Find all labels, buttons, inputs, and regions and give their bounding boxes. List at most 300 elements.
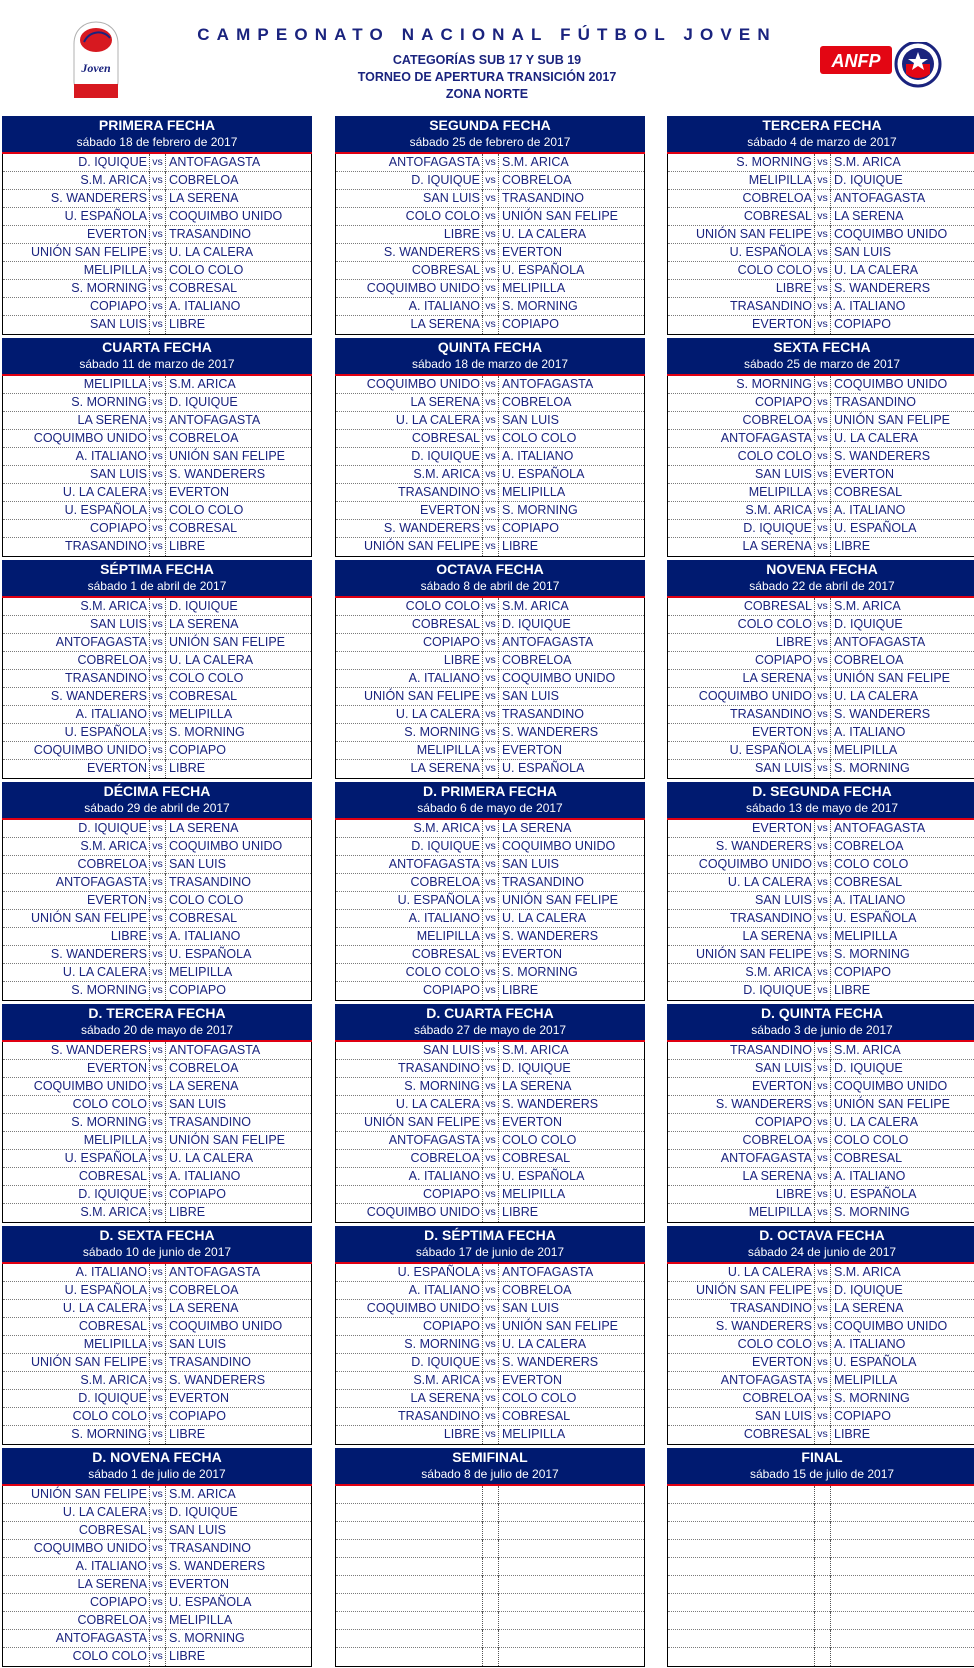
round-header xyxy=(2,560,312,596)
away-team: U. ESPAÑOLA xyxy=(834,1355,917,1369)
vs-separator: vs xyxy=(482,280,499,298)
home-team: UNIÓN SAN FELIPE xyxy=(364,1115,480,1129)
away-team: COLO COLO xyxy=(169,503,244,517)
away-team: LA SERENA xyxy=(169,821,239,835)
away-team: S. WANDERERS xyxy=(169,1373,266,1387)
away-team: U. ESPAÑOLA xyxy=(502,467,585,481)
round-header xyxy=(667,116,974,152)
vs-separator: vs xyxy=(149,1648,166,1666)
vs-separator: vs xyxy=(482,982,499,1000)
match-table xyxy=(2,1486,312,1667)
away-team: LA SERENA xyxy=(169,617,239,631)
vs-separator: vs xyxy=(814,928,831,946)
vs-separator: vs xyxy=(149,1372,166,1390)
match-row xyxy=(668,1504,974,1522)
away-team: SAN LUIS xyxy=(502,689,559,703)
match-row xyxy=(3,502,311,520)
home-team: LA SERENA xyxy=(410,317,480,331)
vs-separator: vs xyxy=(482,760,499,778)
match-row xyxy=(3,838,311,856)
vs-separator: vs xyxy=(482,316,499,334)
round-date: sábado 8 de julio de 2017 xyxy=(421,1467,559,1481)
away-team: A. ITALIANO xyxy=(834,725,906,739)
home-team: SAN LUIS xyxy=(423,191,480,205)
away-team: UNIÓN SAN FELIPE xyxy=(502,893,618,907)
home-team: U. LA CALERA xyxy=(62,1505,147,1519)
match-row xyxy=(3,376,311,394)
home-team: SAN LUIS xyxy=(755,467,812,481)
round-title: D. SEXTA FECHA xyxy=(99,1227,215,1243)
vs-separator: vs xyxy=(149,502,166,520)
home-team: COQUIMBO UNIDO xyxy=(33,1541,147,1555)
home-team: TRASANDINO xyxy=(398,1061,480,1075)
match-row xyxy=(668,964,974,982)
away-team: COQUIMBO UNIDO xyxy=(169,209,283,223)
vs-separator: vs xyxy=(149,1318,166,1336)
away-team: S.M. ARICA xyxy=(834,1043,901,1057)
away-team: S. MORNING xyxy=(834,947,910,961)
round-date: sábado 18 de febrero de 2017 xyxy=(76,135,238,149)
vs-separator: vs xyxy=(814,1060,831,1078)
away-team: D. IQUIQUE xyxy=(169,599,238,613)
round-title: DÉCIMA FECHA xyxy=(103,783,211,799)
vs-separator: vs xyxy=(149,688,166,706)
vs-separator: vs xyxy=(482,1168,499,1186)
match-row xyxy=(336,412,644,430)
away-team: LA SERENA xyxy=(169,1079,239,1093)
home-team: D. IQUIQUE xyxy=(78,155,147,169)
away-team: COBRELOA xyxy=(834,653,904,667)
match-row xyxy=(336,1390,644,1408)
home-team: EVERTON xyxy=(87,1061,147,1075)
match-row xyxy=(668,376,974,394)
match-row xyxy=(3,1354,311,1372)
vs-separator xyxy=(814,1630,831,1648)
home-team: S. WANDERERS xyxy=(383,521,480,535)
away-team: UNIÓN SAN FELIPE xyxy=(169,449,285,463)
vs-separator: vs xyxy=(482,1204,499,1222)
match-row xyxy=(3,634,311,652)
match-row xyxy=(3,1204,311,1222)
away-team: S.M. ARICA xyxy=(169,377,236,391)
home-team: COPIAPO xyxy=(423,983,480,997)
match-row xyxy=(3,1558,311,1576)
vs-separator: vs xyxy=(482,538,499,556)
vs-separator: vs xyxy=(482,946,499,964)
vs-separator: vs xyxy=(482,244,499,262)
away-team: U. LA CALERA xyxy=(502,1337,587,1351)
away-team: LIBRE xyxy=(169,317,206,331)
away-team: MELIPILLA xyxy=(834,1373,898,1387)
home-team: S. MORNING xyxy=(71,281,147,295)
vs-separator: vs xyxy=(814,298,831,316)
round-block xyxy=(2,1226,312,1446)
categories-subtitle: CATEGORÍAS SUB 17 Y SUB 19 xyxy=(392,53,582,67)
match-row xyxy=(3,1264,311,1282)
home-team: TRASANDINO xyxy=(730,911,812,925)
match-row xyxy=(668,856,974,874)
away-team: LIBRE xyxy=(169,1205,206,1219)
vs-separator: vs xyxy=(482,412,499,430)
home-team: COBRESAL xyxy=(411,431,480,445)
home-team: U. ESPAÑOLA xyxy=(64,503,147,517)
vs-separator xyxy=(814,1558,831,1576)
vs-separator: vs xyxy=(482,1354,499,1372)
vs-separator: vs xyxy=(482,742,499,760)
home-team: S. MORNING xyxy=(736,155,812,169)
vs-separator: vs xyxy=(814,706,831,724)
away-team: COBRELOA xyxy=(502,173,572,187)
match-row xyxy=(668,1282,974,1300)
vs-separator: vs xyxy=(482,1114,499,1132)
round-date: sábado 10 de junio de 2017 xyxy=(82,1245,232,1259)
match-row xyxy=(3,706,311,724)
away-team: S.M. ARICA xyxy=(834,599,901,613)
away-team: ANTOFAGASTA xyxy=(834,191,926,205)
match-row xyxy=(668,226,974,244)
match-row xyxy=(336,652,644,670)
match-row xyxy=(336,1558,644,1576)
home-team: SAN LUIS xyxy=(90,467,147,481)
away-team: U. ESPAÑOLA xyxy=(834,521,917,535)
match-row xyxy=(3,1168,311,1186)
away-team: MELIPILLA xyxy=(834,743,898,757)
vs-separator: vs xyxy=(482,466,499,484)
match-row xyxy=(3,598,311,616)
home-team: S.M. ARICA xyxy=(80,599,147,613)
away-team: ANTOFAGASTA xyxy=(169,1043,261,1057)
vs-separator: vs xyxy=(814,760,831,778)
home-team: S. MORNING xyxy=(736,377,812,391)
vs-separator: vs xyxy=(482,1186,499,1204)
match-table xyxy=(335,1486,645,1667)
match-row xyxy=(3,1042,311,1060)
match-row xyxy=(668,280,974,298)
vs-separator: vs xyxy=(149,1264,166,1282)
home-team: COPIAPO xyxy=(90,521,147,535)
away-team: COBRELOA xyxy=(169,431,239,445)
away-team: LA SERENA xyxy=(834,1301,904,1315)
match-row xyxy=(668,946,974,964)
away-team: U. ESPAÑOLA xyxy=(169,1595,252,1609)
away-team: S. WANDERERS xyxy=(502,725,599,739)
match-row xyxy=(336,760,644,778)
home-team: U. ESPAÑOLA xyxy=(397,1265,480,1279)
vs-separator: vs xyxy=(814,616,831,634)
round-title: OCTAVA FECHA xyxy=(436,561,544,577)
away-team: EVERTON xyxy=(502,1115,562,1129)
away-team: ANTOFAGASTA xyxy=(169,413,261,427)
vs-separator: vs xyxy=(482,190,499,208)
away-team: UNIÓN SAN FELIPE xyxy=(502,1319,618,1333)
vs-separator: vs xyxy=(814,1078,831,1096)
match-row xyxy=(336,1612,644,1630)
page-title: CAMPEONATO NACIONAL FÚTBOL JOVEN xyxy=(197,25,777,44)
vs-separator: vs xyxy=(814,1282,831,1300)
away-team: D. IQUIQUE xyxy=(502,617,571,631)
vs-separator: vs xyxy=(149,1204,166,1222)
round-title: NOVENA FECHA xyxy=(766,561,878,577)
home-team: ANTOFAGASTA xyxy=(55,635,147,649)
round-block xyxy=(335,1448,645,1668)
vs-separator xyxy=(814,1576,831,1594)
vs-separator: vs xyxy=(482,1336,499,1354)
home-team: LA SERENA xyxy=(77,1577,147,1591)
match-row xyxy=(668,1168,974,1186)
home-team: LIBRE xyxy=(775,1187,812,1201)
match-row xyxy=(3,1540,311,1558)
away-team: A. ITALIANO xyxy=(834,1169,906,1183)
match-row xyxy=(336,742,644,760)
away-team: COQUIMBO UNIDO xyxy=(834,227,948,241)
home-team: ANTOFAGASTA xyxy=(388,1133,480,1147)
vs-separator xyxy=(482,1504,499,1522)
match-row xyxy=(668,1558,974,1576)
vs-separator: vs xyxy=(149,982,166,1000)
away-team: LIBRE xyxy=(834,1427,871,1441)
match-row xyxy=(336,1408,644,1426)
match-row xyxy=(336,1150,644,1168)
home-team: LA SERENA xyxy=(410,761,480,775)
home-team: S. MORNING xyxy=(404,1079,480,1093)
away-team: S. WANDERERS xyxy=(834,449,931,463)
home-team: A. ITALIANO xyxy=(75,707,147,721)
match-table xyxy=(667,376,974,557)
match-row xyxy=(336,946,644,964)
away-team: COBRELOA xyxy=(169,173,239,187)
match-row xyxy=(668,262,974,280)
match-row xyxy=(668,520,974,538)
vs-separator xyxy=(482,1576,499,1594)
round-block xyxy=(2,560,312,780)
vs-separator: vs xyxy=(814,538,831,556)
vs-separator: vs xyxy=(482,154,499,172)
away-team: COBRESAL xyxy=(834,1151,903,1165)
vs-separator: vs xyxy=(814,484,831,502)
match-row xyxy=(3,262,311,280)
match-row xyxy=(336,316,644,334)
match-row xyxy=(336,1300,644,1318)
round-block xyxy=(667,1004,974,1224)
away-team: EVERTON xyxy=(169,1391,229,1405)
away-team: U. ESPAÑOLA xyxy=(502,263,585,277)
home-team: U. ESPAÑOLA xyxy=(397,893,480,907)
match-table xyxy=(2,598,312,779)
home-team: D. IQUIQUE xyxy=(411,1355,480,1369)
match-row xyxy=(3,1648,311,1666)
round-header xyxy=(667,338,974,374)
away-team: ANTOFAGASTA xyxy=(169,155,261,169)
home-team: COLO COLO xyxy=(737,617,812,631)
match-row xyxy=(3,412,311,430)
match-row xyxy=(3,724,311,742)
match-row xyxy=(336,928,644,946)
round-block xyxy=(667,1226,974,1446)
vs-separator: vs xyxy=(482,910,499,928)
away-team: D. IQUIQUE xyxy=(834,617,903,631)
vs-separator: vs xyxy=(149,760,166,778)
vs-separator: vs xyxy=(149,724,166,742)
match-row xyxy=(3,652,311,670)
match-row xyxy=(336,838,644,856)
away-team: SAN LUIS xyxy=(169,1097,226,1111)
match-row xyxy=(668,928,974,946)
home-team: U. LA CALERA xyxy=(62,485,147,499)
match-row xyxy=(668,1390,974,1408)
match-row xyxy=(668,430,974,448)
vs-separator: vs xyxy=(814,1096,831,1114)
vs-separator: vs xyxy=(149,1282,166,1300)
away-team: S. MORNING xyxy=(502,503,578,517)
away-team: EVERTON xyxy=(834,467,894,481)
away-team: TRASANDINO xyxy=(169,875,251,889)
home-team: S. WANDERERS xyxy=(50,191,147,205)
away-team: S. MORNING xyxy=(169,725,245,739)
round-date: sábado 17 de junio de 2017 xyxy=(415,1245,565,1259)
away-team: S.M. ARICA xyxy=(834,1265,901,1279)
vs-separator: vs xyxy=(482,262,499,280)
match-row xyxy=(668,1096,974,1114)
round-title: QUINTA FECHA xyxy=(437,339,543,355)
vs-separator: vs xyxy=(814,892,831,910)
match-row xyxy=(336,616,644,634)
match-row xyxy=(668,154,974,172)
vs-separator: vs xyxy=(814,946,831,964)
vs-separator: vs xyxy=(482,520,499,538)
away-team: S.M. ARICA xyxy=(169,1487,236,1501)
away-team: A. ITALIANO xyxy=(834,1337,906,1351)
home-team: U. ESPAÑOLA xyxy=(64,1283,147,1297)
home-team: SAN LUIS xyxy=(755,761,812,775)
vs-separator: vs xyxy=(482,724,499,742)
vs-separator: vs xyxy=(149,1486,166,1504)
home-team: ANTOFAGASTA xyxy=(55,1631,147,1645)
match-row xyxy=(3,1594,311,1612)
vs-separator: vs xyxy=(814,1300,831,1318)
match-row xyxy=(336,1354,644,1372)
vs-separator: vs xyxy=(814,520,831,538)
home-team: SAN LUIS xyxy=(755,1409,812,1423)
home-team: ANTOFAGASTA xyxy=(55,875,147,889)
away-team: COBRESAL xyxy=(169,521,238,535)
match-row xyxy=(668,1576,974,1594)
round-header xyxy=(667,782,974,818)
home-team: MELIPILLA xyxy=(83,1337,147,1351)
match-row xyxy=(3,226,311,244)
home-team: COBRELOA xyxy=(77,857,147,871)
match-row xyxy=(3,892,311,910)
vs-separator: vs xyxy=(482,298,499,316)
vs-separator: vs xyxy=(814,964,831,982)
home-team: S. WANDERERS xyxy=(715,1097,812,1111)
away-team: S. MORNING xyxy=(834,761,910,775)
match-row xyxy=(668,1648,974,1666)
away-team: D. IQUIQUE xyxy=(169,395,238,409)
vs-separator: vs xyxy=(149,208,166,226)
match-row xyxy=(3,760,311,778)
away-team: COQUIMBO UNIDO xyxy=(834,1319,948,1333)
away-team: UNIÓN SAN FELIPE xyxy=(834,671,950,685)
vs-separator: vs xyxy=(149,1114,166,1132)
match-row xyxy=(336,634,644,652)
away-team: ANTOFAGASTA xyxy=(502,1265,594,1279)
away-team: EVERTON xyxy=(502,947,562,961)
vs-separator: vs xyxy=(814,670,831,688)
home-team: S. WANDERERS xyxy=(715,839,812,853)
match-row xyxy=(336,1060,644,1078)
away-team: MELIPILLA xyxy=(169,1613,233,1627)
home-team: S.M. ARICA xyxy=(80,173,147,187)
vs-separator: vs xyxy=(149,430,166,448)
home-team: TRASANDINO xyxy=(398,1409,480,1423)
home-team: S.M. ARICA xyxy=(80,839,147,853)
home-team: U. ESPAÑOLA xyxy=(64,1151,147,1165)
home-team: LIBRE xyxy=(110,929,147,943)
round-date: sábado 3 de junio de 2017 xyxy=(751,1023,893,1037)
away-team: SAN LUIS xyxy=(834,245,891,259)
home-team: UNIÓN SAN FELIPE xyxy=(31,1355,147,1369)
round-date: sábado 8 de abril de 2017 xyxy=(420,579,560,593)
away-team: A. ITALIANO xyxy=(834,503,906,517)
match-row xyxy=(668,448,974,466)
vs-separator: vs xyxy=(482,376,499,394)
vs-separator: vs xyxy=(482,172,499,190)
match-row xyxy=(668,1594,974,1612)
home-team: ANTOFAGASTA xyxy=(388,857,480,871)
vs-separator: vs xyxy=(814,652,831,670)
home-team: D. IQUIQUE xyxy=(743,983,812,997)
match-row xyxy=(668,316,974,334)
match-row xyxy=(336,856,644,874)
vs-separator: vs xyxy=(814,1354,831,1372)
home-team: COQUIMBO UNIDO xyxy=(366,281,480,295)
away-team: COPIAPO xyxy=(169,1409,226,1423)
vs-separator: vs xyxy=(149,742,166,760)
round-block xyxy=(667,338,974,558)
home-team: COLO COLO xyxy=(405,209,480,223)
away-team: EVERTON xyxy=(169,1577,229,1591)
home-team: U. LA CALERA xyxy=(62,1301,147,1315)
match-table xyxy=(2,154,312,335)
match-row xyxy=(336,706,644,724)
vs-separator: vs xyxy=(814,742,831,760)
match-row xyxy=(336,910,644,928)
match-row xyxy=(336,1576,644,1594)
home-team: UNIÓN SAN FELIPE xyxy=(364,539,480,553)
match-row xyxy=(3,1078,311,1096)
vs-separator: vs xyxy=(482,1390,499,1408)
match-row xyxy=(668,820,974,838)
away-team: S.M. ARICA xyxy=(502,599,569,613)
away-team: SAN LUIS xyxy=(502,413,559,427)
home-team: COBRESAL xyxy=(78,1169,147,1183)
match-row xyxy=(3,1186,311,1204)
home-team: TRASANDINO xyxy=(730,299,812,313)
vs-separator: vs xyxy=(149,670,166,688)
away-team: COQUIMBO UNIDO xyxy=(169,1319,283,1333)
home-team: LA SERENA xyxy=(742,671,812,685)
vs-separator: vs xyxy=(482,706,499,724)
match-row xyxy=(3,316,311,334)
vs-separator: vs xyxy=(814,1168,831,1186)
away-team: UNIÓN SAN FELIPE xyxy=(502,209,618,223)
home-team: U. LA CALERA xyxy=(395,707,480,721)
away-team: D. IQUIQUE xyxy=(834,1283,903,1297)
vs-separator: vs xyxy=(482,670,499,688)
home-team: U. ESPAÑOLA xyxy=(729,743,812,757)
home-team: EVERTON xyxy=(87,893,147,907)
vs-separator: vs xyxy=(482,874,499,892)
